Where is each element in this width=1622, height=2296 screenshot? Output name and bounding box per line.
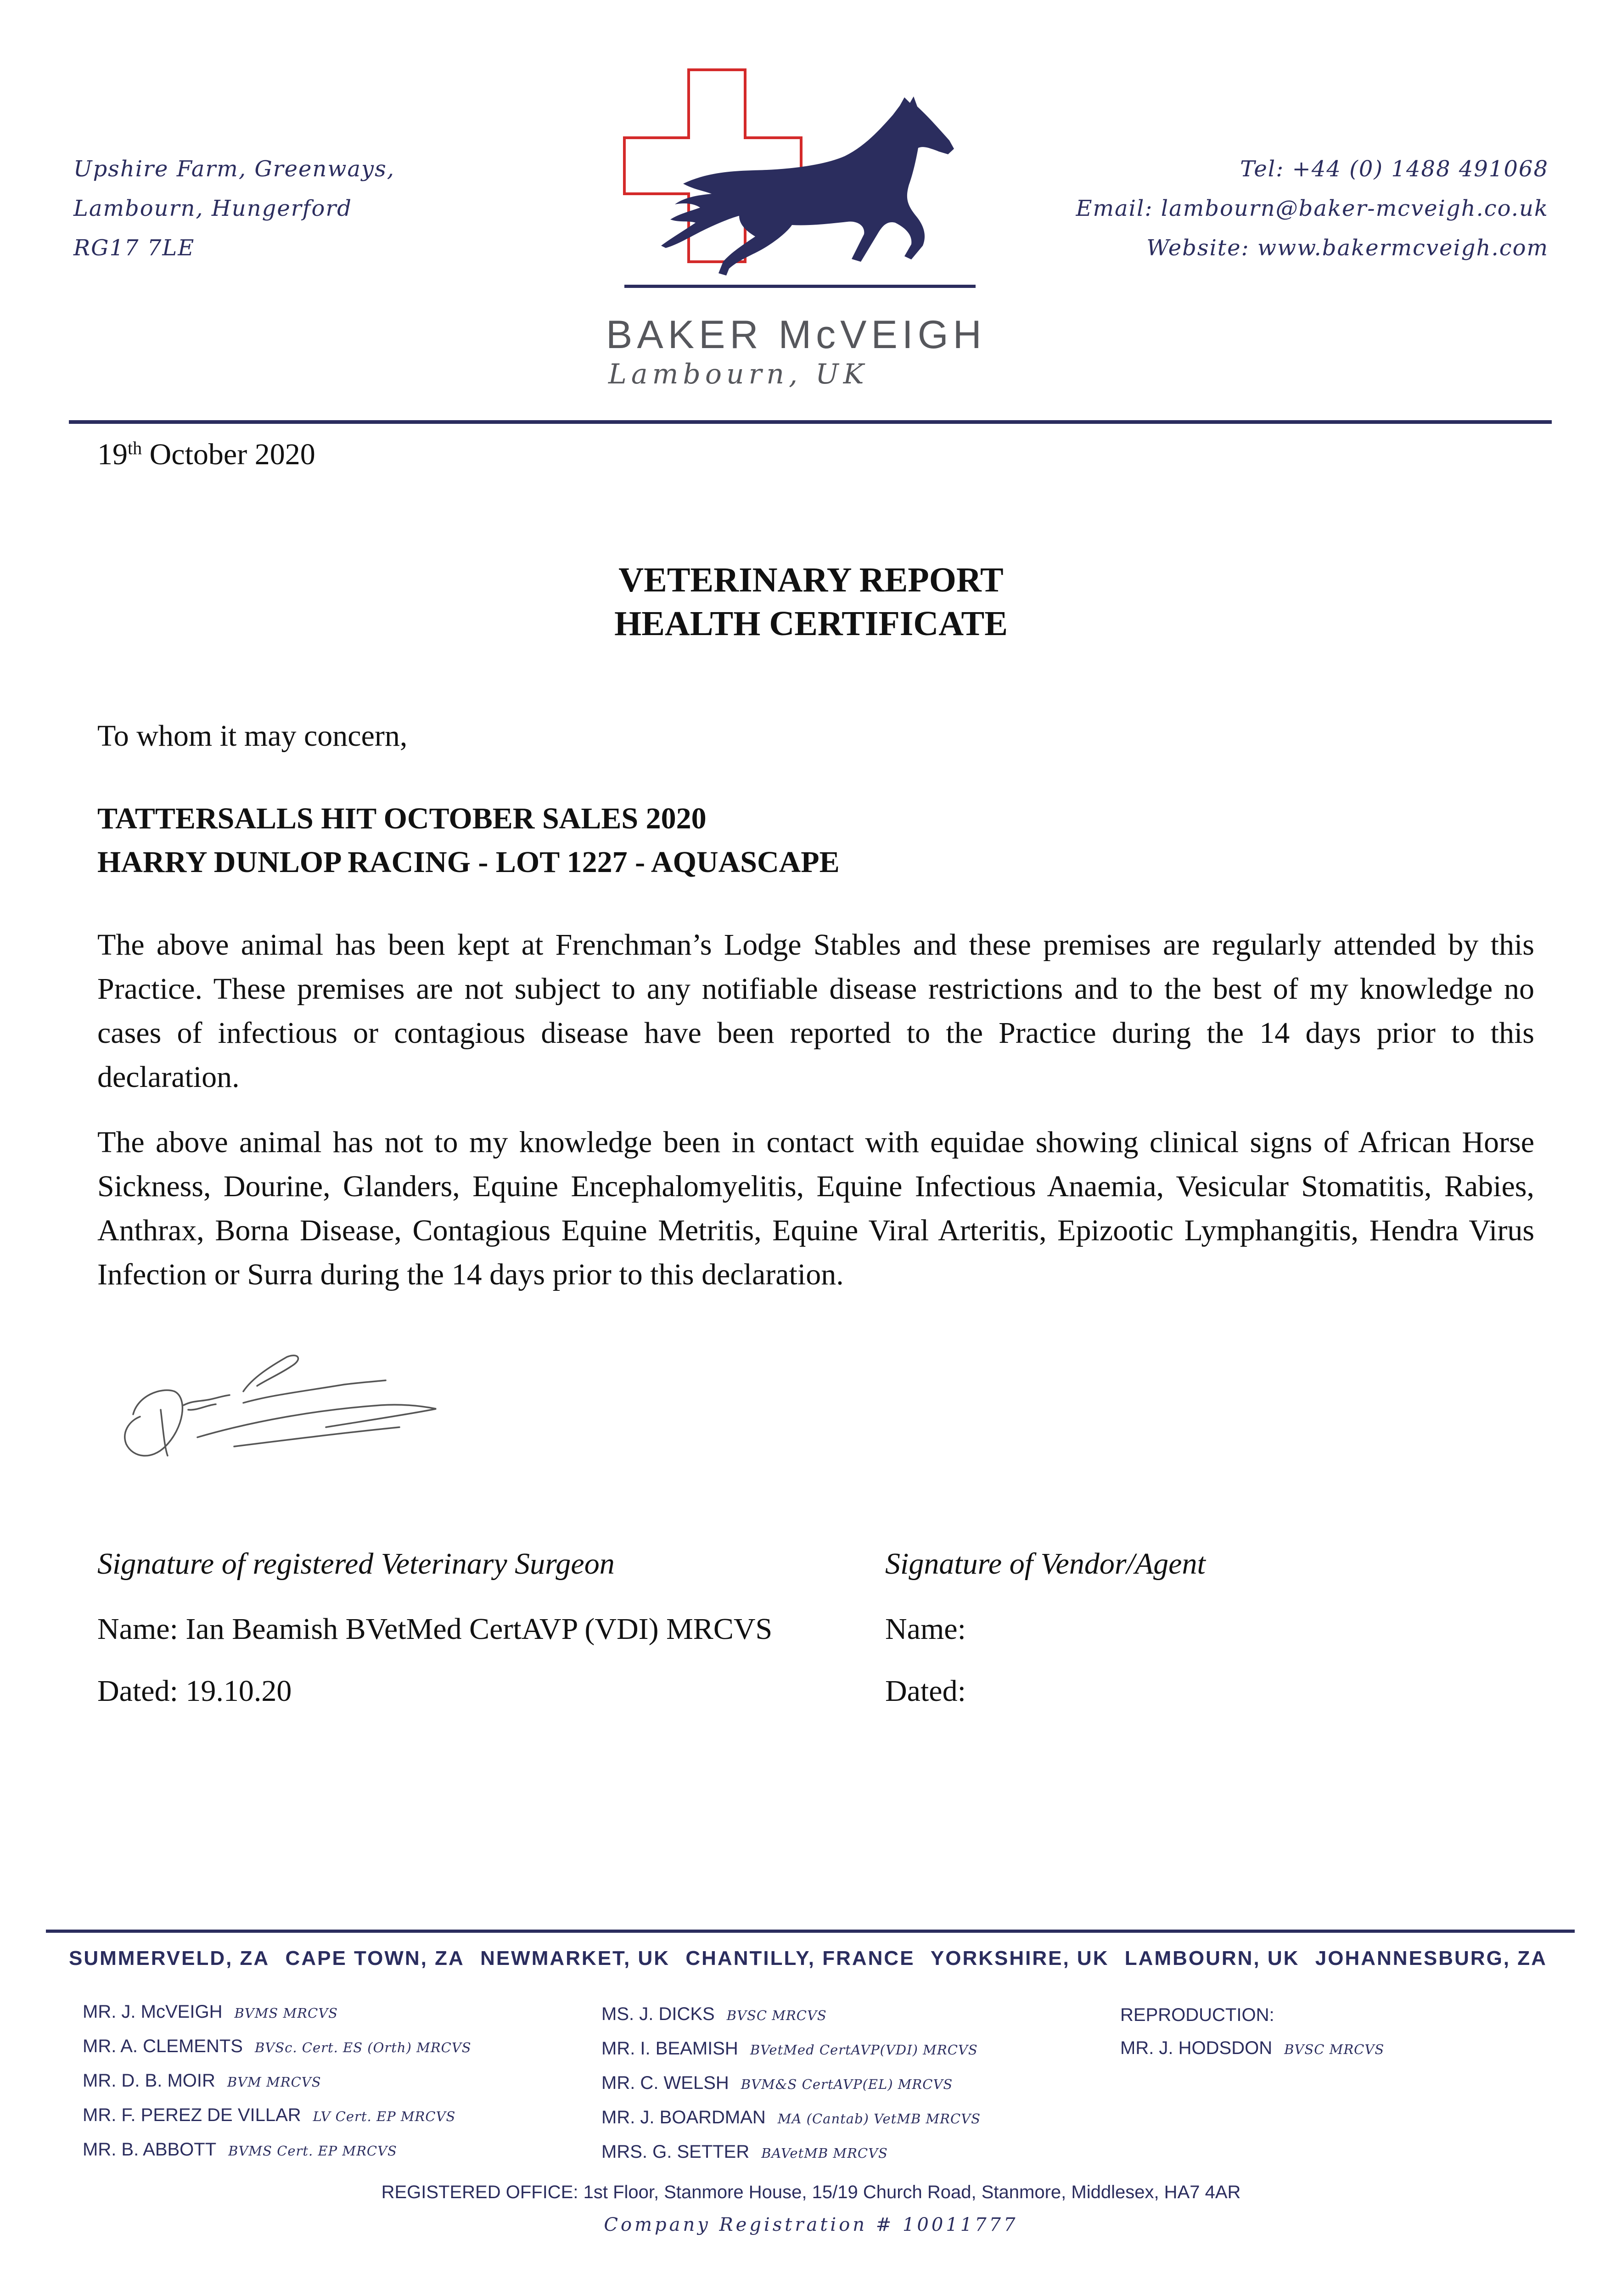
staff-member bbox=[83, 2064, 471, 2099]
vendor-signature-caption: Signature of Vendor/Agent bbox=[885, 1547, 1206, 1581]
staff-qualification: BVMS MRCVS bbox=[234, 2005, 338, 2021]
staff-member bbox=[601, 1998, 981, 2032]
staff-column-2 bbox=[601, 1998, 981, 2170]
location-item: JOHANNESBURG, ZA bbox=[1315, 1947, 1547, 1970]
staff-member bbox=[601, 2101, 981, 2135]
staff-name: MR. J. McVEIGH bbox=[83, 2002, 223, 2022]
paragraph-diseases: The above animal has not to my knowledge been in contact with equidae showing clinical signs of African Horse Sickness, Dourine, Glanders, Equine Encephalomyelitis, Equine Infectious Anaemia, Vesicular Stomatitis, Rabies, Anthrax, Borna Disease, Contagious Equine Metritis, Equine Viral Arteritis, Epizootic Lymphangitis, Hendra Virus Infection or Surra during the 14 days prior to this declaration. bbox=[97, 1125, 1534, 1291]
contact-email[interactable]: Email: lambourn@baker-mcveigh.co.uk bbox=[1076, 196, 1549, 221]
staff-qualification: MA (Cantab) VetMB MRCVS bbox=[777, 2111, 981, 2127]
staff-name: MR. J. HODSDON bbox=[1120, 2038, 1273, 2058]
staff-member bbox=[1120, 2032, 1384, 2066]
staff-member bbox=[601, 2032, 981, 2066]
staff-qualification: BVM&S CertAVP(EL) MRCVS bbox=[741, 2077, 953, 2092]
date-suffix: th bbox=[128, 438, 142, 458]
staff-column-1 bbox=[83, 1995, 471, 2167]
practice-address bbox=[73, 149, 395, 268]
company-registration: Company Registration # 10011777 bbox=[604, 2214, 1018, 2235]
staff-name: MR. C. WELSH bbox=[601, 2073, 729, 2093]
staff-member bbox=[83, 2133, 471, 2167]
staff-qualification: LV Cert. EP MRCVS bbox=[313, 2109, 456, 2124]
handwritten-signature bbox=[106, 1341, 482, 1497]
staff-member bbox=[83, 1995, 471, 2030]
address-line-2: Lambourn, Hungerford bbox=[73, 196, 353, 221]
contact-website[interactable]: Website: www.bakermcveigh.com bbox=[1146, 235, 1549, 261]
vet-signature-caption: Signature of registered Veterinary Surgeon bbox=[97, 1547, 615, 1581]
subject-line-1: TATTERSALLS HIT OCTOBER SALES 2020 bbox=[97, 802, 707, 835]
staff-member bbox=[83, 2099, 471, 2133]
subject-line-2: HARRY DUNLOP RACING - LOT 1227 - AQUASCAPE bbox=[97, 845, 840, 879]
document-date bbox=[97, 437, 315, 472]
staff-name: MR. J. BOARDMAN bbox=[601, 2107, 766, 2127]
document-title-line-2: HEALTH CERTIFICATE bbox=[614, 604, 1008, 643]
staff-name: MR. I. BEAMISH bbox=[601, 2038, 738, 2059]
location-item: CAPE TOWN, ZA bbox=[285, 1947, 465, 1970]
practice-contact bbox=[1076, 149, 1549, 268]
staff-qualification: BAVetMB MRCVS bbox=[761, 2145, 888, 2161]
location-item: SUMMERVELD, ZA bbox=[69, 1947, 270, 1970]
date-day: 19 bbox=[97, 438, 128, 471]
vet-dated: Dated: 19.10.20 bbox=[97, 1674, 292, 1708]
registered-office: REGISTERED OFFICE: 1st Floor, Stanmore House, 15/19 Church Road, Stanmore, Middlesex, HA7 4AR bbox=[381, 2182, 1241, 2202]
horse-icon bbox=[661, 96, 954, 276]
office-locations bbox=[69, 1947, 1547, 1970]
vendor-dated: Dated: bbox=[885, 1674, 966, 1708]
staff-qualification: BVSC MRCVS bbox=[1284, 2042, 1385, 2057]
contact-phone: Tel: +44 (0) 1488 491068 bbox=[1240, 156, 1549, 182]
header-divider bbox=[69, 420, 1552, 424]
location-item: YORKSHIRE, UK bbox=[930, 1947, 1109, 1970]
location-item: LAMBOURN, UK bbox=[1124, 1947, 1300, 1970]
document-title-line-1: VETERINARY REPORT bbox=[618, 561, 1004, 599]
date-rest: October 2020 bbox=[142, 438, 315, 471]
brand-location: Lambourn, UK bbox=[608, 358, 869, 390]
vendor-name: Name: bbox=[885, 1612, 966, 1646]
staff-name: MS. J. DICKS bbox=[601, 2004, 715, 2024]
vet-name: Name: Ian Beamish BVetMed CertAVP (VDI) MRCVS bbox=[97, 1612, 773, 1646]
staff-qualification: BVetMed CertAVP(VDI) MRCVS bbox=[750, 2042, 978, 2058]
address-line-1: Upshire Farm, Greenways, bbox=[73, 156, 395, 182]
staff-qualification: BVSc. Cert. ES (Orth) MRCVS bbox=[254, 2040, 471, 2055]
location-item: NEWMARKET, UK bbox=[480, 1947, 670, 1970]
staff-column-3 bbox=[1120, 1998, 1384, 2066]
address-line-3: RG17 7LE bbox=[73, 235, 195, 261]
staff-member bbox=[601, 2066, 981, 2101]
salutation: To whom it may concern, bbox=[97, 719, 408, 753]
staff-name: MR. A. CLEMENTS bbox=[83, 2036, 243, 2056]
staff-name: MRS. G. SETTER bbox=[601, 2142, 750, 2162]
staff-qualification: BVM MRCVS bbox=[227, 2074, 321, 2090]
staff-member bbox=[601, 2135, 981, 2170]
reproduction-heading: REPRODUCTION: bbox=[1120, 2005, 1274, 2025]
brand-name: BAKER McVEIGH bbox=[606, 313, 986, 357]
footer-divider bbox=[46, 1930, 1575, 1933]
staff-qualification: BVSC MRCVS bbox=[726, 2008, 827, 2023]
staff-member bbox=[83, 2030, 471, 2064]
staff-qualification: BVMS Cert. EP MRCVS bbox=[228, 2143, 397, 2159]
staff-name: MR. B. ABBOTT bbox=[83, 2139, 217, 2160]
staff-name: MR. F. PEREZ DE VILLAR bbox=[83, 2105, 301, 2125]
location-item: CHANTILLY, FRANCE bbox=[685, 1947, 915, 1970]
paragraph-premises: The above animal has been kept at Frenchman’s Lodge Stables and these premises are regularly attended by this Practice. These premises are not subject to any notifiable disease restrictions and to the best of my knowledge no cases of infectious or contagious disease have been reported to the Practice during the 14 days prior to this declaration. bbox=[97, 928, 1534, 1094]
staff-name: MR. D. B. MOIR bbox=[83, 2071, 215, 2091]
